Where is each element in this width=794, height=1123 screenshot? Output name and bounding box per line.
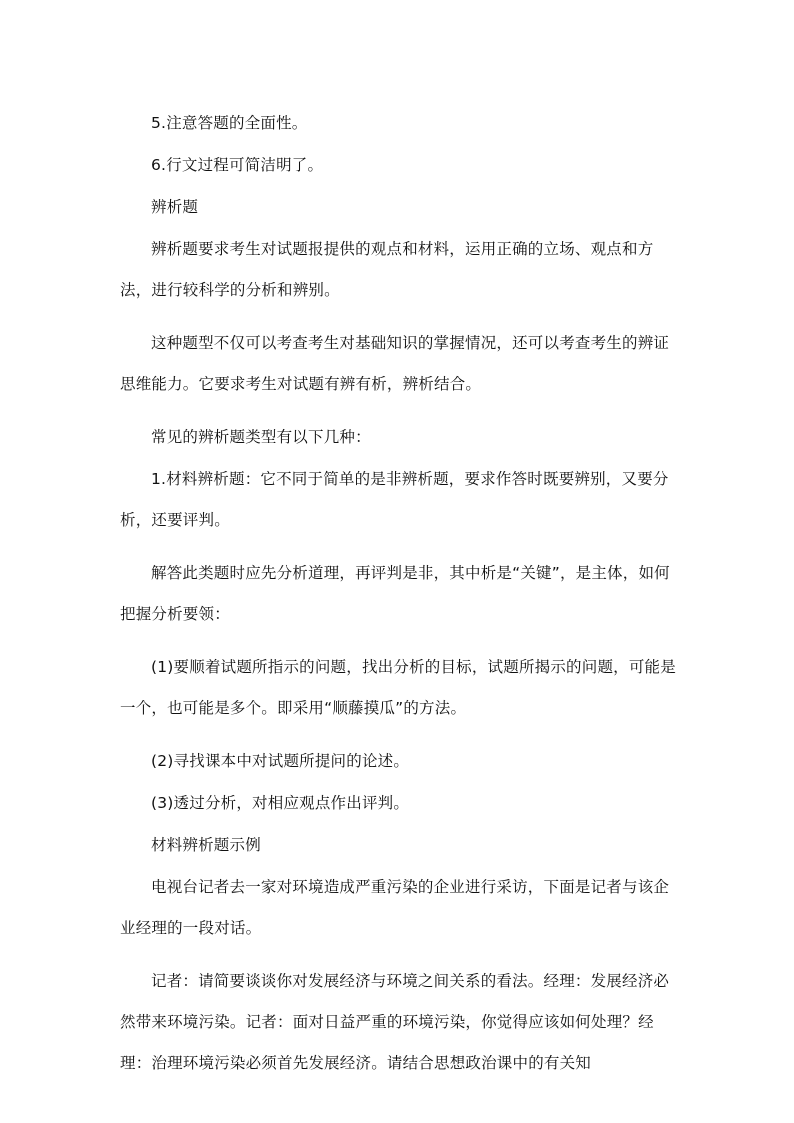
paragraph-bianxi-intro: 辨析题要求考生对试题报提供的观点和材料，运用正确的立场、观点和方法，进行较科学的分析和辨别。 [120, 240, 654, 299]
paragraph-answer-method: 解答此类题时应先分析道理，再评判是非，其中析是“关键”，是主体，如何把握分析要领： [120, 564, 670, 623]
paragraph-step-3: (3)透过分析，对相应观点作出评判。 [151, 794, 410, 812]
paragraph-note-5: 5.注意答题的全面性。 [151, 114, 308, 132]
paragraph-example-intro: 电视台记者去一家对环境造成严重污染的企业进行采访，下面是记者与该企业经理的一段对话。 [120, 878, 670, 937]
section-heading-example: 材料辨析题示例 [151, 836, 261, 854]
paragraph-common-types: 常见的辨析题类型有以下几种： [151, 428, 371, 446]
paragraph-step-1: (1)要顺着试题所指示的问题，找出分析的目标，试题所揭示的问题，可能是一个，也可能是多个。即采用“顺藤摸瓜”的方法。 [120, 658, 676, 717]
paragraph-note-6: 6.行文过程可简洁明了。 [151, 156, 324, 174]
paragraph-dialogue: 记者：请简要谈谈你对发展经济与环境之间关系的看法。经理：发展经济必然带来环境污染。记者：面对日益严重的环境污染，你觉得应该如何处理？经理：治理环境污染必须首先发展经济。请结合思想政治课中的有关知 [120, 972, 670, 1072]
document-page [120, 103, 682, 1096]
section-heading-bianxi: 辨析题 [151, 198, 199, 216]
paragraph-question-type: 这种题型不仅可以考查考生对基础知识的掌握情况，还可以考查考生的辨证思维能力。它要求考生对试题有辨有析，辨析结合。 [120, 334, 670, 393]
paragraph-step-2: (2)寻找课本中对试题所提问的论述。 [151, 752, 410, 770]
paragraph-material-type: 1.材料辨析题：它不同于简单的是非辨析题，要求作答时既要辨别，又要分析，还要评判。 [120, 470, 669, 529]
